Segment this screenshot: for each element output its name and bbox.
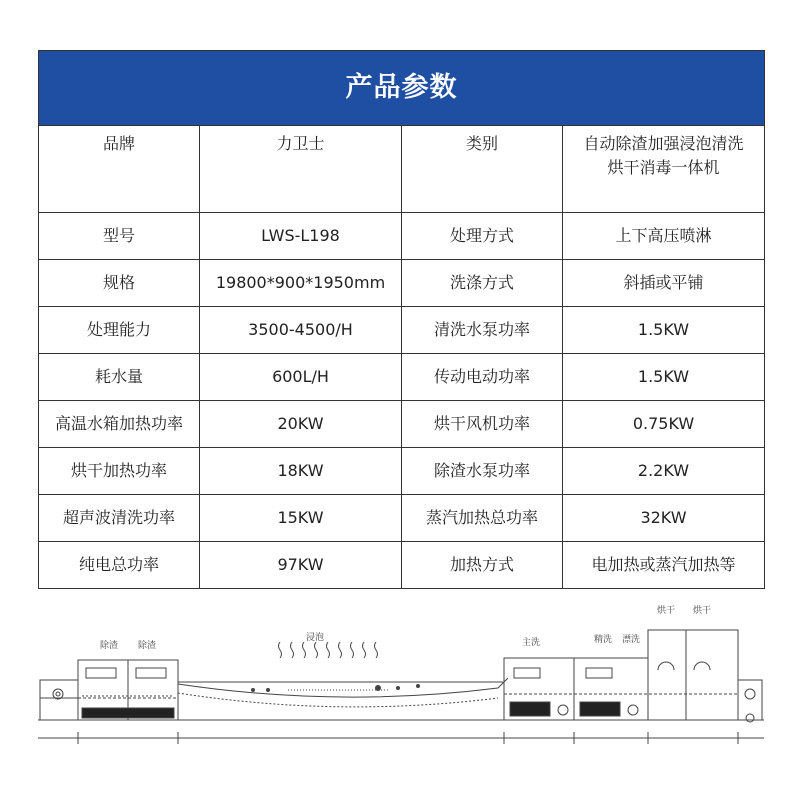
soak-dots xyxy=(251,684,420,692)
row-value: 18KW xyxy=(200,448,402,495)
row-label: 处理方式 xyxy=(402,213,563,260)
table-row xyxy=(39,213,765,260)
table-row xyxy=(39,448,765,495)
row-label: 烘干加热功率 xyxy=(39,448,200,495)
row-value: 32KW xyxy=(563,495,765,542)
row-value: 3500-4500/H xyxy=(200,307,402,354)
value-category xyxy=(563,126,765,213)
row-value: 2.2KW xyxy=(563,448,765,495)
row-label: 型号 xyxy=(39,213,200,260)
label-fine-wash: 精洗 xyxy=(594,635,613,645)
row-label: 传动电动功率 xyxy=(402,354,563,401)
table-row xyxy=(39,307,765,354)
row-label: 蒸汽加热总功率 xyxy=(402,495,563,542)
table-row xyxy=(39,401,765,448)
table-row xyxy=(39,126,765,213)
label-dry-2: 烘干 xyxy=(693,606,712,616)
row-value: 20KW xyxy=(200,401,402,448)
table-row xyxy=(39,260,765,307)
row-label: 清洗水泵功率 xyxy=(402,307,563,354)
table-row xyxy=(39,354,765,401)
table-title: 产品参数 xyxy=(39,51,765,126)
table-row xyxy=(39,542,765,589)
row-value: 0.75KW xyxy=(563,401,765,448)
row-value: 上下高压喷淋 xyxy=(563,213,765,260)
label-soak: 浸泡 xyxy=(306,633,325,643)
row-value: 电加热或蒸汽加热等 xyxy=(563,542,765,589)
machine-diagram-svg xyxy=(38,598,764,748)
table-row xyxy=(39,495,765,542)
row-value: 1.5KW xyxy=(563,354,765,401)
row-label: 加热方式 xyxy=(402,542,563,589)
row-label: 规格 xyxy=(39,260,200,307)
value-brand: 力卫士 xyxy=(200,126,402,213)
row-value: LWS-L198 xyxy=(200,213,402,260)
row-label: 除渣水泵功率 xyxy=(402,448,563,495)
row-label: 烘干风机功率 xyxy=(402,401,563,448)
row-label: 耗水量 xyxy=(39,354,200,401)
machine-diagram xyxy=(38,598,764,748)
value-category-line1: 自动除渣加强浸泡清洗 xyxy=(583,134,744,153)
row-value: 15KW xyxy=(200,495,402,542)
label-rinse: 漂洗 xyxy=(622,635,641,645)
row-value: 600L/H xyxy=(200,354,402,401)
row-value: 19800*900*1950mm xyxy=(200,260,402,307)
value-category-line2: 烘干消毒一体机 xyxy=(607,158,720,177)
label-dry-1: 烘干 xyxy=(657,606,676,616)
row-value: 1.5KW xyxy=(563,307,765,354)
label-slag-2: 除渣 xyxy=(138,641,157,651)
label-brand: 品牌 xyxy=(39,126,200,213)
row-label: 洗涤方式 xyxy=(402,260,563,307)
row-label: 超声波清洗功率 xyxy=(39,495,200,542)
row-label: 处理能力 xyxy=(39,307,200,354)
spec-table xyxy=(38,50,765,589)
label-main-wash: 主洗 xyxy=(522,638,541,648)
row-value: 斜插或平铺 xyxy=(563,260,765,307)
label-slag-1: 除渣 xyxy=(100,641,119,651)
row-label: 纯电总功率 xyxy=(39,542,200,589)
row-value: 97KW xyxy=(200,542,402,589)
row-label: 高温水箱加热功率 xyxy=(39,401,200,448)
label-category: 类别 xyxy=(402,126,563,213)
